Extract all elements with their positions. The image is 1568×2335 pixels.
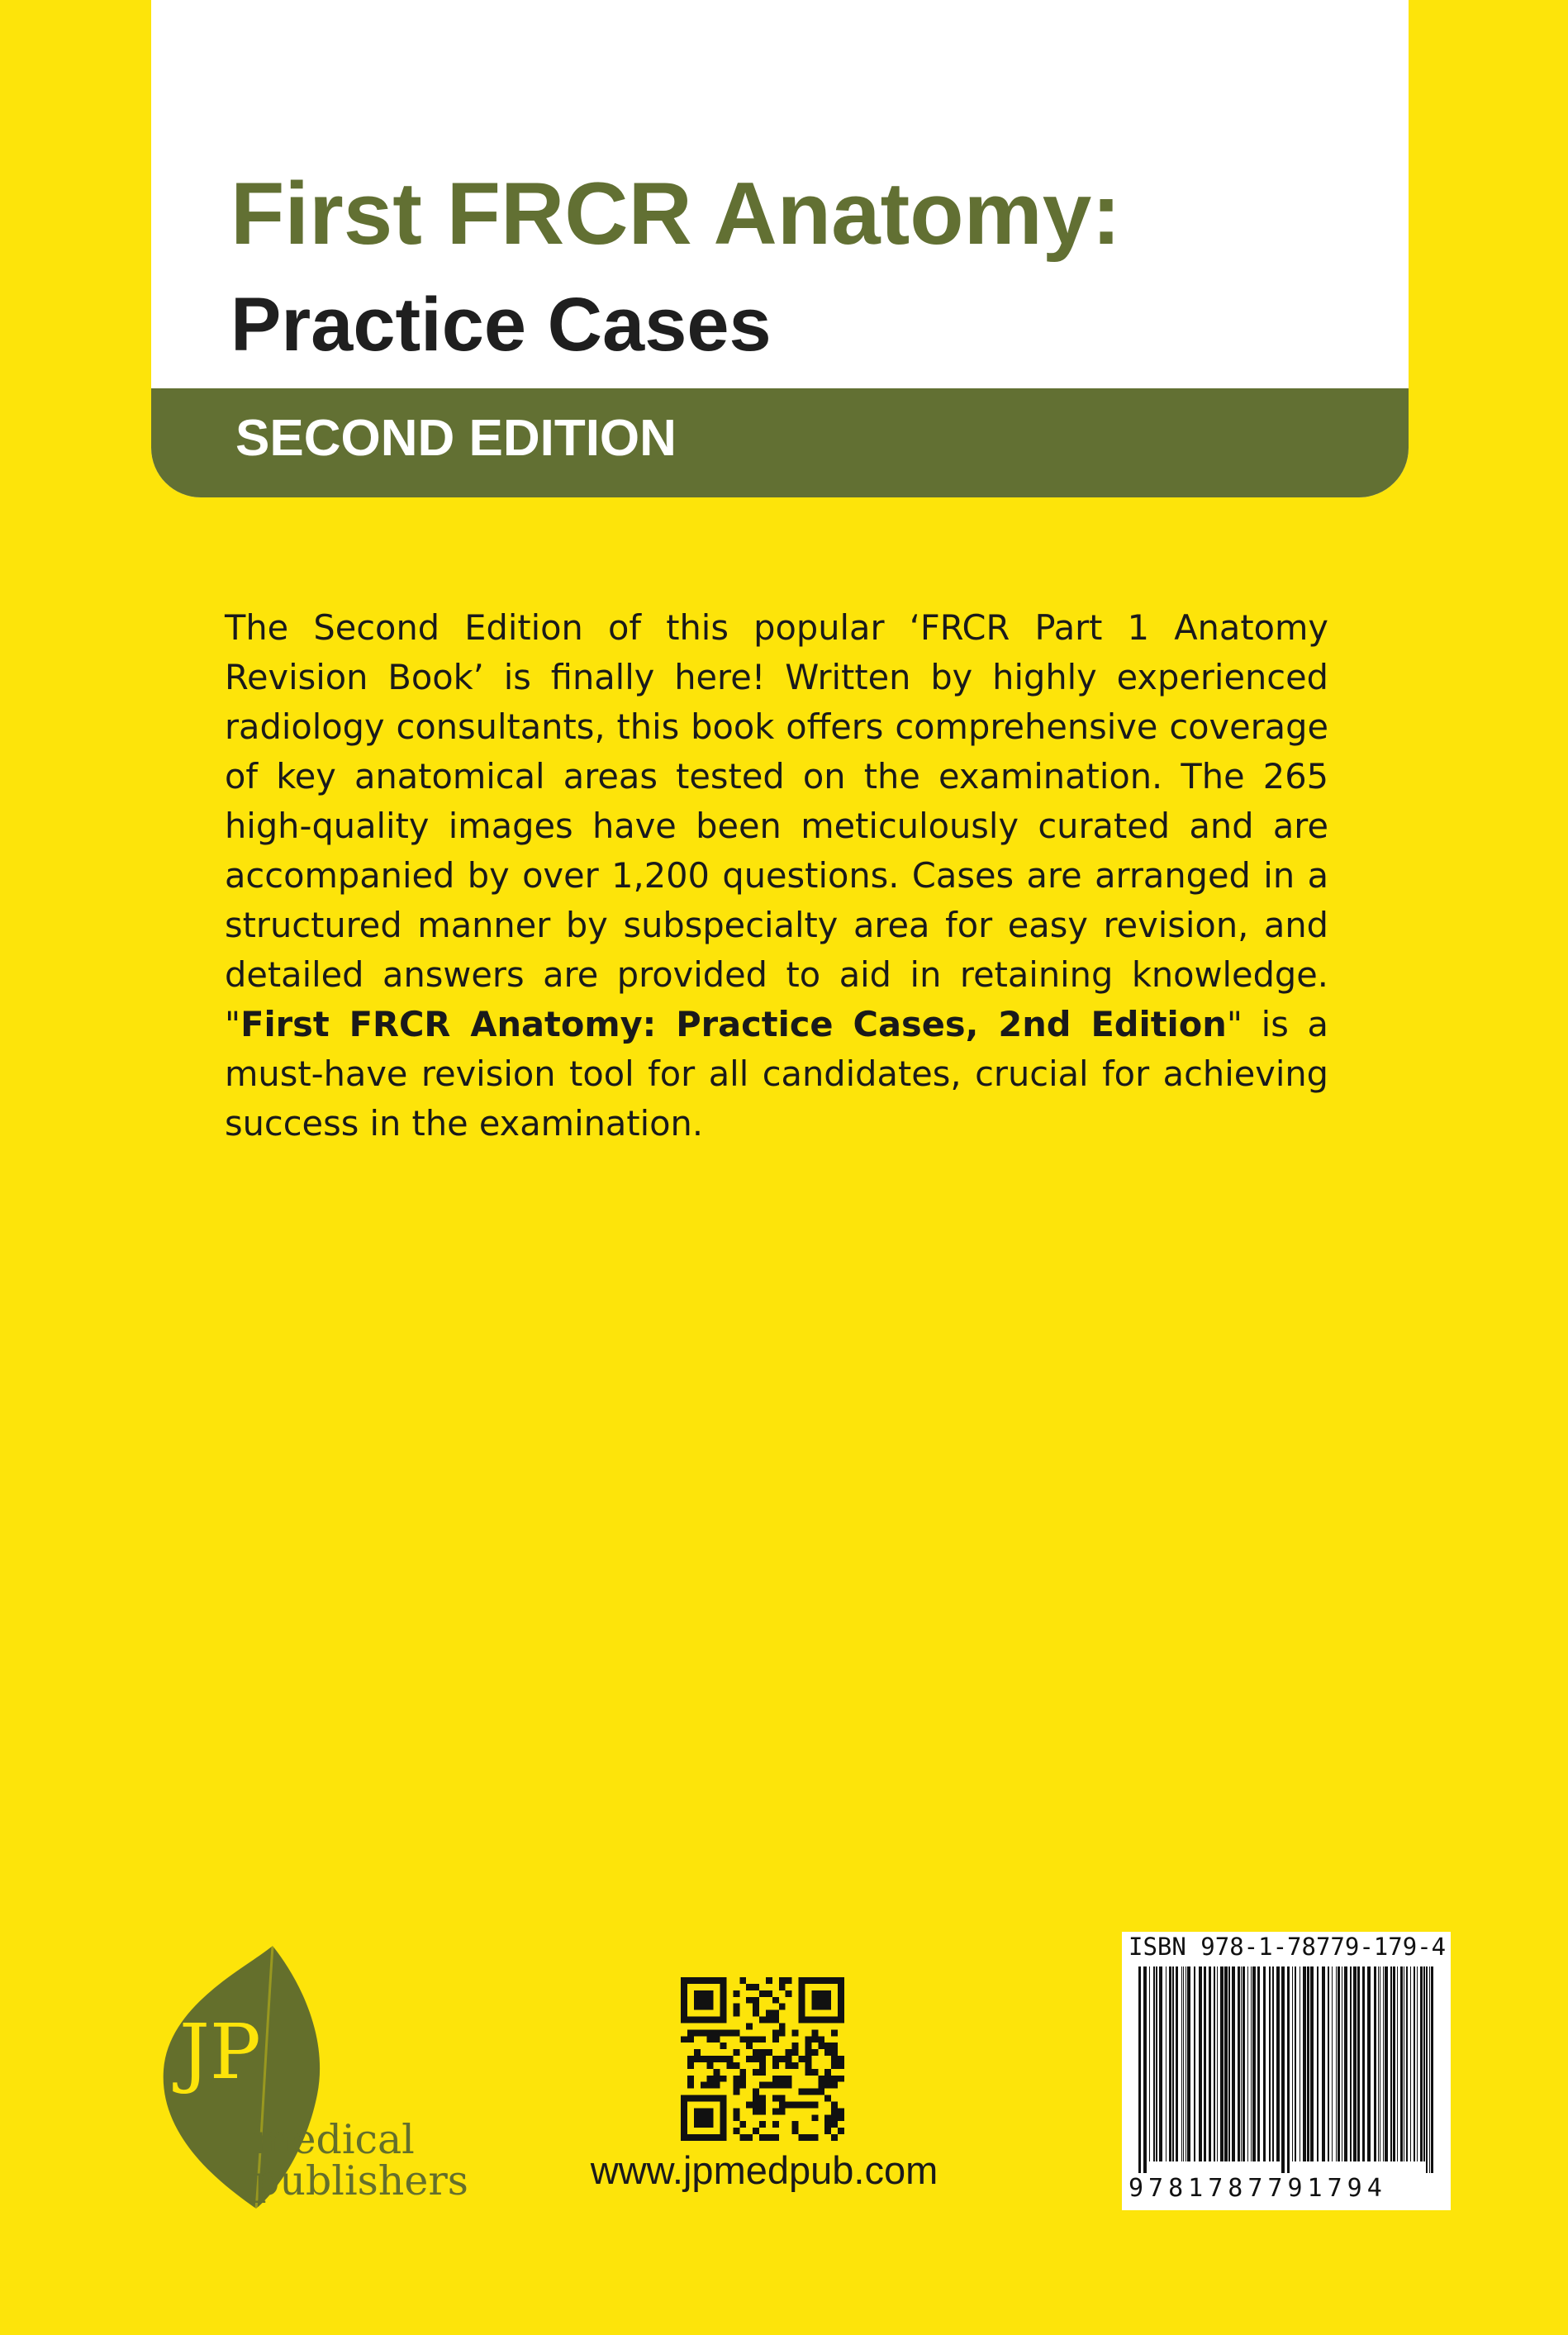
website-link[interactable]: www.jpmedpub.com [590,2148,938,2192]
description-book-name: First FRCR Anatomy: Practice Cases, 2nd Edition [240,1004,1227,1044]
publisher-name-line1: medical [254,2116,415,2163]
title-panel [151,0,1409,497]
qr-code-icon[interactable] [681,1977,844,2141]
publisher-logo [159,1946,468,2210]
description-text-end: " is a must-have revision tool for all candidates, crucial for achieving success in the examination. [225,1004,1328,1144]
edition-band [151,388,1409,497]
edition-label: SECOND EDITION [235,410,677,467]
description-text-start: The Second Edition of this popular ‘FRCR Part 1 Anatomy Revision Book’ is finally here! Written by highly experienced radiology consultants, this book offers comprehensive coverage of key anatomical areas tested on the examination. The 265 high-quality images have been meticulously curated and are accompanied by over 1,200 questions. Cases are arranged in a structured manner by subspecialty area for easy revision, and detailed answers are provided to aid in retaining knowledge. " [225,607,1328,1044]
isbn-barcode [1122,1932,1451,2210]
publisher-name-line2: publishers [254,2157,468,2204]
book-description [225,603,1328,1148]
publisher-name [254,2116,468,2204]
barcode-bars [1132,1966,1439,2173]
book-title: First FRCR Anatomy: [230,164,1121,263]
book-subtitle: Practice Cases [230,283,772,367]
svg-text:JP: JP [179,2008,261,2096]
barcode-digits: 9781787791794 [1128,2174,1387,2203]
isbn-label: ISBN 978-1-78779-179-4 [1128,1933,1447,1961]
